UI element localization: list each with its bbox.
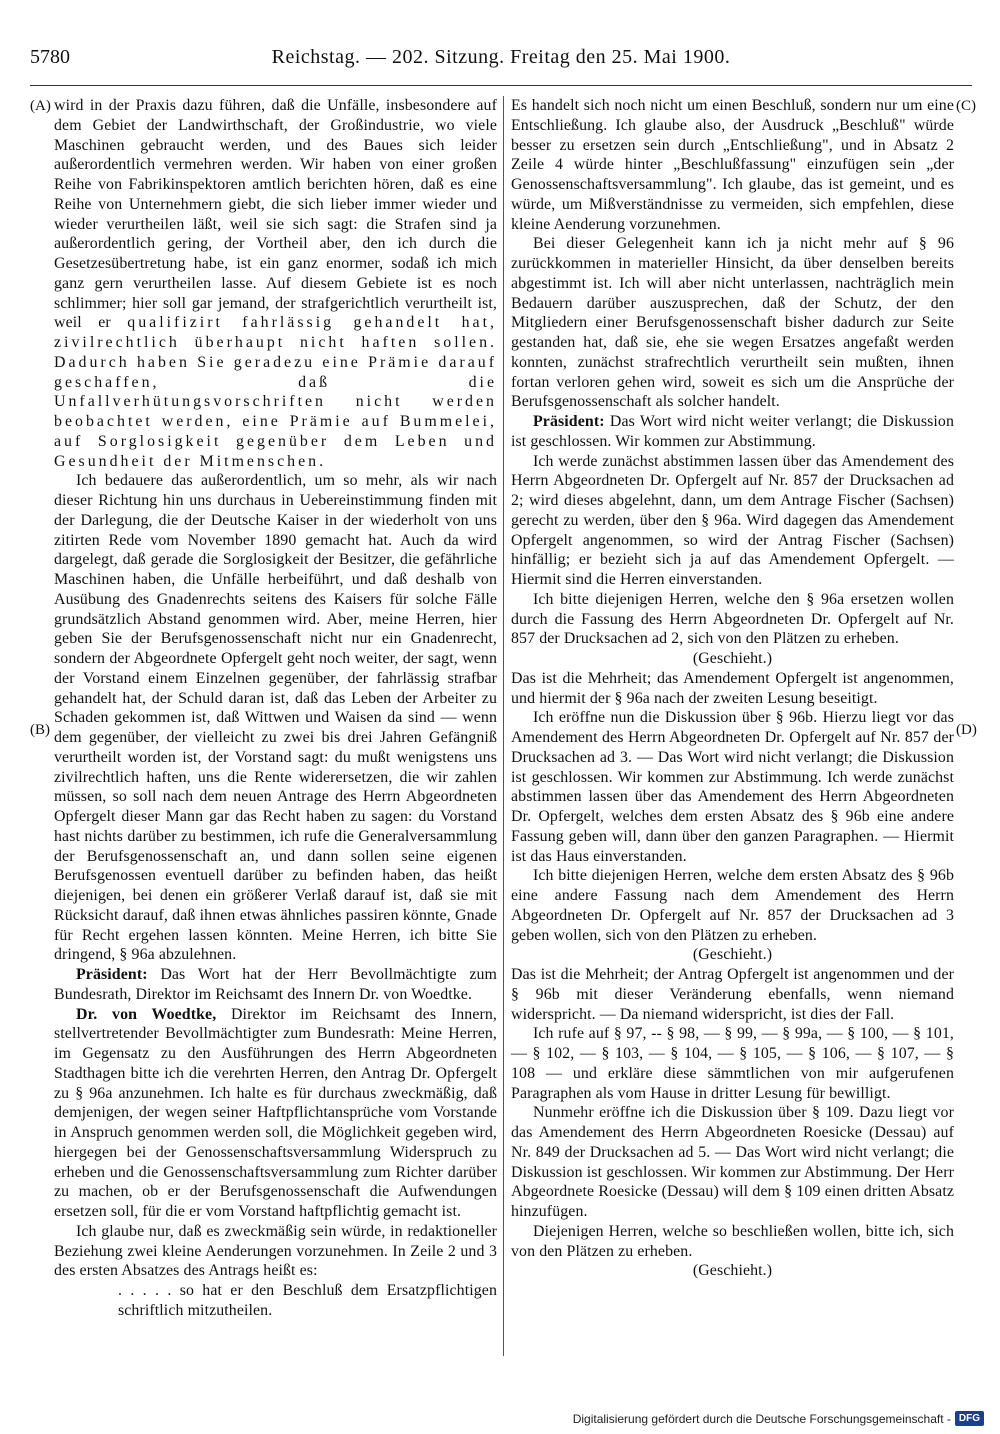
paragraph-text: Das Wort hat der Herr Bevollmächtigte zum Bundesrath, Direktor im Reichsamt des Innern Dr. von Woedtke.: [54, 966, 497, 1003]
paragraph: Ich rufe auf § 97, -- § 98, — § 99, — § 99a, — § 100, — § 101, — § 102, — § 103, — § 104, — § 105, — § 106, — § 107, — § 108 — und erkläre diese sämmtlichen von mir aufgerufenen Paragraphen als vom Hause in dritter Lesung für bewilligt.: [511, 1025, 954, 1102]
paragraph: [511, 412, 954, 452]
paragraph: Ich bitte diejenigen Herren, welche den § 96a ersetzen wollen durch die Fassung des Herrn Abgeordneten Dr. Opfergelt auf Nr. 857 der Drucksachen ad 2, sich von den Plätzen zu erheben.: [511, 590, 954, 648]
page-number: 5780: [30, 46, 70, 68]
margin-marker-b: (B): [30, 722, 50, 738]
speaker-name: Präsident:: [76, 966, 148, 983]
footer-credit: [573, 1411, 984, 1426]
paragraph: Das ist die Mehrheit; der Antrag Opfergelt ist angenommen und der § 96b mit dieser Veränderung ebenfalls, wenn niemand widerspricht. — Da niemand widerspricht, ist dies der Fall.: [511, 966, 954, 1023]
spaced-text: qualifizirt fahrlässig gehandelt hat, zivilrechtlich überhaupt nicht haften sollen. Dadurch haben Sie geradezu eine Prämie darauf geschaffen, daß die Unfallverhütungsvorschriften nicht werden beobachtet werden, eine Prämie auf Bummelei, auf Sorglosigkeit gegenüber dem Leben und Gesundheit der Mitmenschen.: [54, 314, 497, 470]
speaker-name: Präsident:: [533, 413, 605, 430]
right-column: [511, 96, 954, 1281]
paragraph: Ich bedauere das außerordentlich, um so mehr, als wir nach dieser Richtung hin uns durchaus in Uebereinstimmung finden mit der Darlegung, die der Deutsche Kaiser in der wiederholt von uns zitirten Rede vom November 1890 gemacht hat. Auch da wird dargelegt, daß gerade die Sorglosigkeit der Besitzer, die gefährliche Maschinen haben, die Unfälle herbeiführt, und daß deshalb von Ausübung des Gnadenrechts seitens des Kaisers für solche Fälle grundsätzlich Abstand genommen wird. Aber, meine Herren, hier geben Sie der Berufsgenossenschaft nicht nur ein Gnadenrecht, sondern der Abgeordnete Opfergelt geht noch weiter, der sagt, wenn der Vorstand einem Einzelnen gegenüber, der fahrlässig strafbar gehandelt hat, der Schuld daran ist, daß das Leben der Arbeiter zu Schaden gekommen ist, daß Wittwen und Waisen da sind — wenn dem gegenüber, der vielleicht zu zwei bis drei Jahren Gefängniß verurtheilt worden ist, der Vorstand sagt: du mußt wenigstens uns zivilrechtlich haften, uns die Rente widerersetzen, die wir zahlen müssen, so soll nach dem neuen Antrage des Herrn Abgeordneten Opfergelt dieser Mann gar das Recht haben zu sagen: du Vorstand hast nichts darüber zu bestimmen, ich rufe die Generalversammlung der Berufsgenossenschaft an, und dann sollen seine eigenen Berufsgenossen eventuell darüber zu befinden haben, das heißt diejenigen, bei denen ein größerer Verlaß darauf ist, daß sie mit Rücksicht darauf, daß ihnen etwas ähnliches passiren könnte, Gnade für Recht ergehen lassen könnten. Meine Herren, ich bitte Sie dringend, § 96a abzulehnen.: [54, 472, 497, 964]
paragraph: Ich glaube nur, daß es zweckmäßig sein würde, in redaktioneller Beziehung zwei kleine Aenderungen vorzunehmen. In Zeile 2 und 3 des ersten Absatzes des Antrags heißt es:: [54, 1222, 497, 1280]
paragraph: [54, 965, 497, 1005]
paragraph: Das ist die Mehrheit; das Amendement Opfergelt ist angenommen, und hiermit der § 96a nach der zweiten Lesung beseitigt.: [511, 669, 954, 707]
paragraph: Bei dieser Gelegenheit kann ich ja nicht mehr auf § 96 zurückkommen in materieller Hinsicht, da über denselben bereits abgestimmt ist. Ich will aber nicht unterlassen, nachträglich mein Bedauern darüber auszusprechen, daß der Schutz, der den Mitgliedern einer Berufsgenossenschaft bisher dadurch zur Seite gestanden hat, daß sie, ehe sie wegen Ersatzes angefaßt werden konnten, zunächst strafrechtlich verurtheilt sein mußten, ihnen fortan verloren gehen wird, soweit es sich um die Ansprüche der Berufsgenossenschaft als solcher handelt.: [511, 235, 954, 411]
margin-marker-a: (A): [30, 98, 51, 114]
stage-direction: (Geschieht.): [692, 1262, 773, 1280]
paragraph: [54, 1005, 497, 1222]
margin-marker-c: (C): [956, 98, 976, 114]
paragraph-text: Direktor im Reichsamt des Innern, stellvertretender Bevollmächtigter zum Bundesrath: Meine Herren, im Gegensatz zu den Ausführungen des Herrn Abgeordneten Stadthagen bitte ich die verehrten Herren, den Antrag Dr. Opfergelt zu § 96a anzunehmen. Ich halte es für durchaus zweckmäßig, daß demjenigen, der wegen seiner Haftpflichtansprüche vom Vorstande in Anspruch genommen werden soll, die Möglichkeit gegeben wird, hiergegen bei der Genossenschaftsversammlung Widerspruch zu erheben und die Genossenschaftsversammlung zum Richter darüber zu machen, ob er der Berufsgenossenschaft die Aufwendungen ersetzen soll, für die er vom Vorstand haftpflichtig gemacht ist.: [54, 1005, 497, 1220]
paragraph: Ich werde zunächst abstimmen lassen über das Amendement des Herrn Abgeordneten Dr. Opfergelt auf Nr. 857 der Drucksachen ad 2; wird dieses abgelehnt, dann, um dem Antrage Fischer (Sachsen) gerecht zu werden, über den § 96a. Wird dagegen das Amendement Opfergelt angenommen, so wird der Antrag Fischer (Sachsen) hinfällig; er bezieht sich ja auf das Amendement Opfergelt. — Hiermit sind die Herren einverstanden.: [511, 452, 954, 588]
paragraph-text: wird in der Praxis dazu führen, daß die Unfälle, insbesondere auf dem Gebiet der Landwirthschaft, der Großindustrie, wo viele Maschinen gebraucht werden, und des Baues sich leider außerordentlich vermehren werden. Wir haben von einer großen Reihe von Fabrikinspektoren amtlich berichten hören, daß es eine Reihe von Unternehmern giebt, die sich lieber immer wieder und wieder verurtheilen läßt, weil sie sich sagt: die Strafen sind ja außerordentlich gering, der Vortheil aber, den ich durch die Gesetzesübertretung habe, ist ein ganz enormer, sodaß ich mich ganz gern verurtheilen lasse. Auf diesem Gebiete ist es noch schlimmer; hier soll gar jemand, der strafgerichtlich verurtheilt ist, weil er: [54, 97, 497, 332]
page-header: [30, 46, 972, 76]
paragraph: Ich bitte diejenigen Herren, welche dem ersten Absatz des § 96b eine andere Fassung nach dem Amendement des Herrn Abgeordneten Dr. Opfergelt auf Nr. 857 der Drucksachen ad 3 geben wollen, sich von den Plätzen zu erheben.: [511, 867, 954, 944]
paragraph: Nunmehr eröffne ich die Diskussion über § 109. Dazu liegt vor das Amendement des Herrn Abgeordneten Roesicke (Dessau) auf Nr. 849 der Drucksachen ad 5. — Das Wort wird nicht verlangt; die Diskussion ist geschlossen. Wir kommen zur Abstimmung. Der Herr Abgeordnete Roesicke (Dessau) will dem § 109 einen dritten Absatz hinzufügen.: [511, 1104, 954, 1220]
stage-direction: (Geschieht.): [692, 650, 773, 667]
column-divider: [503, 96, 504, 1356]
paragraph: Diejenigen Herren, welche so beschließen wollen, bitte ich, sich von den Plätzen zu erheben.: [511, 1222, 954, 1260]
paragraph: [54, 96, 497, 471]
paragraph: Ich eröffne nun die Diskussion über § 96b. Hierzu liegt vor das Amendement des Herrn Abgeordneten Dr. Opfergelt auf Nr. 857 der Drucksachen ad 3. — Das Wort wird nicht verlangt; die Diskussion ist geschlossen. Wir kommen zur Abstimmung. Ich werde zunächst abstimmen lassen über das Amendement des Herrn Abgeordneten Dr. Opfergelt, welches dem ersten Absatz des § 96b eine andere Fassung geben will, dann über den ganzen Paragraphen. — Hiermit ist das Haus einverstanden.: [511, 709, 954, 865]
dfg-logo-icon: DFG: [955, 1411, 984, 1426]
left-column: [54, 96, 497, 1321]
speaker-name: Dr. von Woedtke,: [76, 1005, 217, 1023]
quotation: . . . . . so hat er den Beschluß dem Ersatzpflichtigen schriftlich mitzutheilen.: [118, 1282, 497, 1319]
paragraph: Es handelt sich noch nicht um einen Beschluß, sondern nur um eine Entschließung. Ich glaube also, der Ausdruck „Beschluß" würde besser zu ersetzen sein durch „Entschließung", und in Absatz 2 Zeile 4 würde hinter „Beschlußfassung" einzufügen sein „der Genossenschaftsversammlung". Ich glaube, das ist gemeint, und es würde, um Mißverständnisse zu vermeiden, sich empfehlen, diese kleine Aenderung vorzunehmen.: [511, 97, 954, 233]
header-rule: [30, 85, 972, 86]
stage-direction: (Geschieht.): [692, 946, 773, 964]
margin-marker-d: (D): [956, 722, 977, 738]
footer-text: Digitalisierung gefördert durch die Deutsche Forschungsgemeinschaft -: [572, 1411, 951, 1426]
page-title: Reichstag. — 202. Sitzung. Freitag den 25. Mai 1900.: [271, 46, 731, 68]
paragraph-text: Das Wort wird nicht weiter verlangt; die Diskussion ist geschlossen. Wir kommen zur Abstimmung.: [511, 413, 954, 450]
